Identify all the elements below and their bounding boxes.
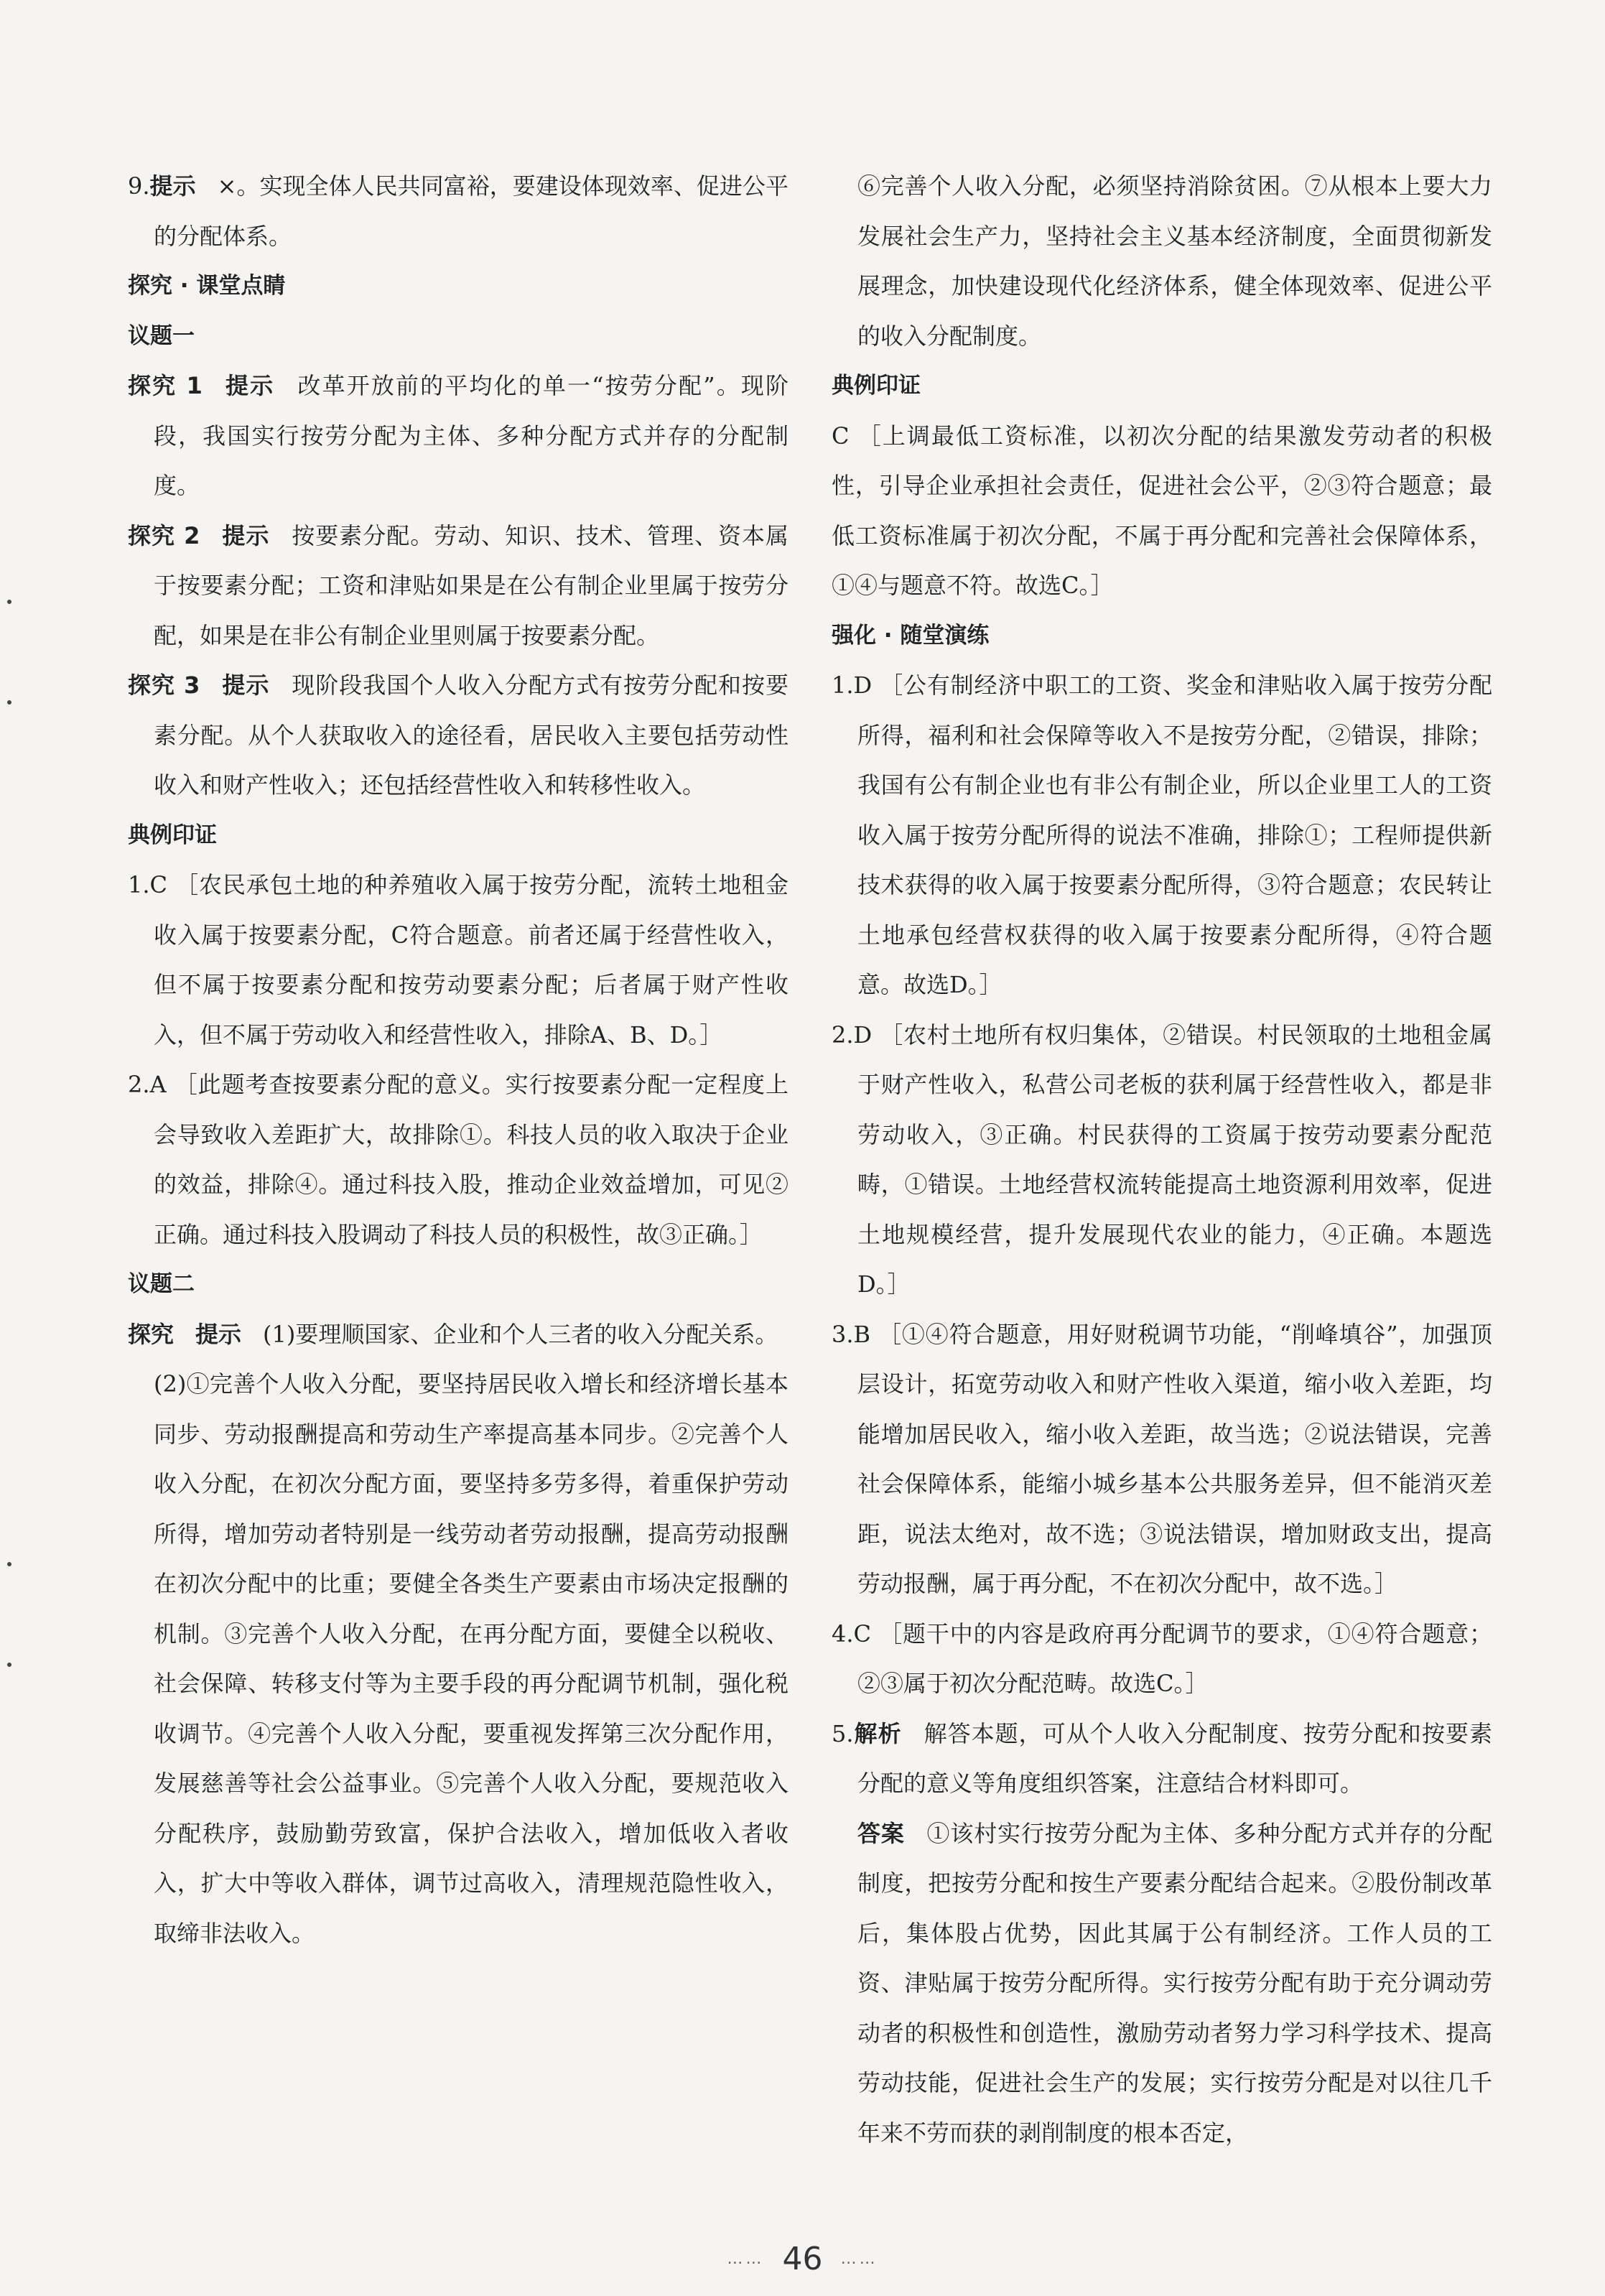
item-number: 探究	[128, 1320, 175, 1348]
item-text: 按要素分配。劳动、知识、技术、管理、资本属于按要素分配；工资和津贴如果是在公有制企业里属于按劳分配，如果是在非公有制企业里则属于按要素分配。	[154, 521, 788, 649]
section-heading: 议题二	[128, 1271, 195, 1297]
item-number: 9.	[128, 172, 150, 200]
margin-mark	[7, 1562, 11, 1566]
question-item	[832, 1609, 1492, 1709]
section-heading: 强化 · 随堂演练	[832, 622, 990, 649]
question-item	[128, 1060, 788, 1260]
item-number: 3.	[832, 1320, 854, 1348]
explore-item	[128, 511, 788, 661]
item-text: B ［①④符合题意，用好财税调节功能，“削峰填谷”，加强顶层设计，拓宽劳动收入和财产性收入渠道，缩小收入差距，均能增加居民收入，缩小收入差距，故当选；②说法错误，完善社会保障体系，能缩小城乡基本公共服务差异，但不能消灭差距，说法太绝对，故不选；③说法错误，增加财政支出，提高劳动报酬，属于再分配，不在初次分配中，故不选。］	[853, 1320, 1492, 1597]
item-label: 提示	[221, 521, 270, 549]
question-item	[832, 1310, 1492, 1609]
answer-continuation: (2)①完善个人收入分配，要坚持居民收入增长和经济增长基本同步、劳动报酬提高和劳动生产率提高基本同步。②完善个人收入分配，在初次分配方面，要坚持多劳多得，着重保护劳动所得，增加劳动者特别是一线劳动者劳动报酬，提高劳动报酬在初次分配中的比重；要健全各类生产要素由市场决定报酬的机制。③完善个人收入分配，在再分配方面，要健全以税收、社会保障、转移支付等为主要手段的再分配调节机制，强化税收调节。④完善个人收入分配，要重视发挥第三次分配作用，发展慈善等社会公益事业。⑤完善个人收入分配，要规范收入分配秩序，鼓励勤劳致富，保护合法收入，增加低收入者收入，扩大中等收入群体，调节过高收入，清理规范隐性收入，取缔非法收入。	[154, 1370, 788, 1947]
item-text: 现阶段我国个人收入分配方式有按劳分配和按要素分配。从个人获取收入的途径看，居民收入主要包括劳动性收入和财产性收入；还包括经营性收入和转移性收入。	[154, 671, 788, 799]
item-text: ×。实现全体人民共同富裕，要建设体现效率、促进公平的分配体系。	[154, 172, 788, 250]
answer-paragraph: C ［上调最低工资标准，以初次分配的结果激发劳动者的积极性，引导企业承担社会责任，促进社会公平，②③符合题意；最低工资标准属于初次分配，不属于再分配和完善社会保障体系，①④与题意不符。故选C。］	[832, 422, 1492, 599]
item-label: 提示	[149, 172, 196, 200]
item-number: 4.	[832, 1619, 854, 1647]
item-text: (1)要理顺国家、企业和个人三者的收入分配关系。	[263, 1320, 778, 1348]
item-label: 提示	[221, 671, 270, 699]
item-number: 1.	[128, 871, 150, 898]
question-item	[128, 860, 788, 1060]
item-number: 2.	[128, 1071, 150, 1098]
item-number: 探究 3	[128, 671, 200, 699]
item-number: 2.	[832, 1021, 854, 1049]
margin-mark	[7, 1663, 11, 1667]
item-text: D ［公有制经济中职工的工资、奖金和津贴收入属于按劳分配所得，福利和社会保障等收入不是按劳分配，②错误，排除；我国有公有制企业也有非公有制企业，所以企业里工人的工资收入属于按劳分配所得的说法不准确，排除①；工程师提供新技术获得的收入属于按要素分配所得，③符合题意；农民转让土地承包经营权获得的收入属于按要素分配所得，④符合题意。故选D。］	[853, 671, 1492, 998]
item-text: C ［题干中的内容是政府再分配调节的要求，①④符合题意；②③属于初次分配范畴。故选C。］	[853, 1619, 1492, 1697]
answer-continuation: ⑥完善个人收入分配，必须坚持消除贫困。⑦从根本上要大力发展社会生产力，坚持社会主义基本经济制度，全面贯彻新发展理念，加快建设现代化经济体系，健全体现效率、促进公平的收入分配制度。	[857, 172, 1492, 350]
margin-mark	[7, 600, 11, 604]
answer-block	[832, 1809, 1492, 2159]
question-item	[128, 162, 788, 261]
item-number: 探究 2	[128, 521, 200, 549]
item-number: 1.	[832, 671, 854, 699]
question-item	[832, 1010, 1492, 1310]
section-heading: 议题一	[128, 322, 195, 349]
right-column	[832, 162, 1492, 2158]
footer-dots-left: ……	[727, 2250, 765, 2268]
item-label: 提示	[195, 1320, 242, 1348]
section-heading: 典例印证	[128, 822, 217, 848]
question-item	[832, 661, 1492, 1010]
margin-mark	[7, 700, 11, 705]
item-label: 提示	[223, 372, 275, 399]
footer-dots-right: ……	[840, 2250, 878, 2268]
question-item	[832, 1709, 1492, 1809]
item-text: 改革开放前的平均化的单一“按劳分配”。现阶段，我国实行按劳分配为主体、多种分配方式并存的分配制度。	[154, 372, 788, 499]
page-footer	[0, 2241, 1605, 2277]
left-column	[128, 162, 788, 1958]
item-number: 5.	[832, 1719, 854, 1747]
explore-item	[128, 1310, 788, 1360]
answer-text: ①该村实行按劳分配为主体、多种分配方式并存的分配制度，把按劳分配和按生产要素分配结合起来。②股份制改革后，集体股占优势，因此其属于公有制经济。工作人员的工资、津贴属于按劳分配所得。实行按劳分配有助于充分调动劳动者的积极性和创造性，激励劳动者努力学习科学技术、提高劳动技能，促进社会生产的发展；实行按劳分配是对以往几千年来不劳而获的剥削制度的根本否定，	[857, 1819, 1492, 2147]
item-number: 探究 1	[128, 372, 203, 399]
section-heading: 典例印证	[832, 373, 921, 399]
page-number: 46	[782, 2241, 823, 2277]
section-heading: 探究 · 课堂点睛	[128, 273, 286, 299]
item-text: A ［此题考查按要素分配的意义。实行按要素分配一定程度上会导致收入差距扩大，故排除①。科技人员的收入取决于企业的效益，排除④。通过科技入股，推动企业效益增加，可见②正确。通过科技入股调动了科技人员的积极性，故③正确。］	[149, 1071, 788, 1248]
explore-item	[128, 361, 788, 511]
explore-item	[128, 661, 788, 811]
item-label: 解析	[853, 1719, 902, 1747]
item-text: D ［农村土地所有权归集体，②错误。村民领取的土地租金属于财产性收入，私营公司老板的获利属于经营性收入，都是非劳动收入，③正确。村民获得的工资属于按劳动要素分配范畴，①错误。土地经营权流转能提高土地资源利用效率，促进土地规模经营，提升发展现代农业的能力，④正确。本题选D。］	[853, 1021, 1492, 1298]
answer-label: 答案	[857, 1819, 905, 1847]
item-text: 解答本题，可从个人收入分配制度、按劳分配和按要素分配的意义等角度组织答案，注意结合材料即可。	[857, 1719, 1492, 1797]
item-text: C ［农民承包土地的种养殖收入属于按劳分配，流转土地租金收入属于按要素分配，C符合题意。前者还属于经营性收入，但不属于按要素分配和按劳动要素分配；后者属于财产性收入，但不属于劳动收入和经营性收入，排除A、B、D。］	[149, 871, 788, 1049]
